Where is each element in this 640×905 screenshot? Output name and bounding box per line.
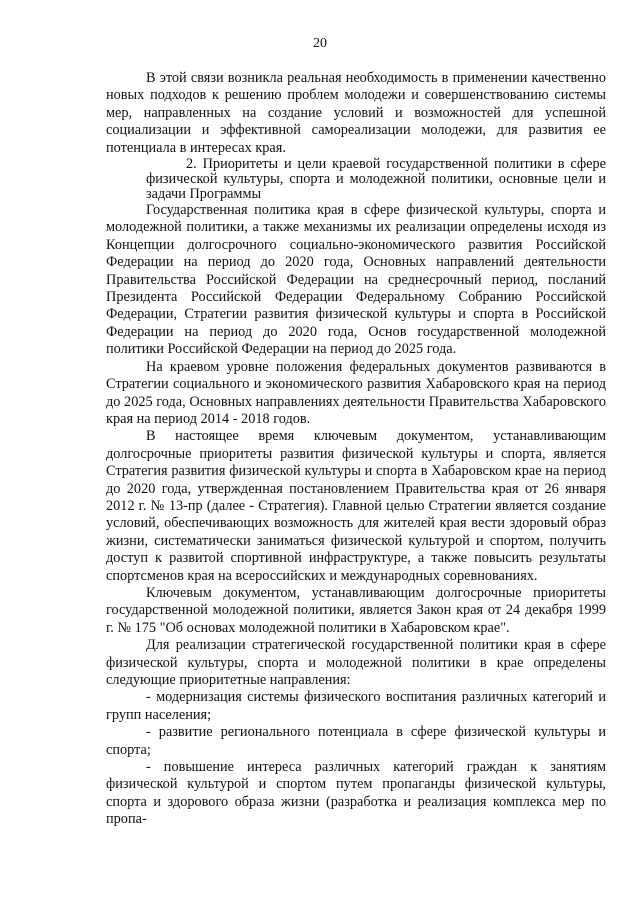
section-title: Приоритеты и цели краевой государственной политики в сфере физической культуры, спорта и молодежной политики, основные цели и задачи Программы [146, 156, 607, 203]
paragraph: На краевом уровне положения федеральных документов развиваются в Стратегии социального и экономического развития Хабаровского края на период до 2025 года, Основных направлениях деятельности Правительства Хабаровского края на период 2014 - 2018 годов. [106, 358, 606, 427]
paragraph: Ключевым документом, устанавливающим долгосрочные приоритеты государственной молодежной политики, является Закон края от 24 декабря 1999 г. № 175 "Об основах молодежной политики в Хабаровском крае". [106, 584, 606, 636]
section-number: 2. [186, 156, 197, 173]
paragraph: Государственная политика края в сфере физической культуры, спорта и молодежной политики, а также механизмы их реализации определены исходя из Концепции долгосрочного социально-экономического развития Российской Федерации на период до 2020 года, Основных направлений деятельности Правительства Российской Федерации на среднесрочный период, посланий Президента Российской Федерации Федеральному Собранию Российской Федерации, Стратегии развития физической культуры и спорта в Российской Федерации на период до 2020 года, Основ государственной молодежной политики Российской Федерации на период до 2025 года. [106, 202, 606, 358]
paragraph: Для реализации стратегической государственной политики края в сфере физической культуры, спорта и молодежной политики в крае определены следующие приоритетные направления: [106, 637, 606, 688]
list-item: - повышение интереса различных категорий граждан к занятиям физической культурой и спортом путем пропаганды физической культуры, спорта и здорового образа жизни (разработка и реализация комплекса мер по пропа- [106, 759, 606, 828]
list-item: - развитие регионального потенциала в сфере физической культуры и спорта; [106, 724, 606, 758]
page-number: 20 [313, 36, 327, 51]
paragraph: В настоящее время ключевым документом, устанавливающим долгосрочные приоритеты развития физической культуры и спорта, является Стратегия развития физической культуры и спорта в Хабаровском крае на период до 2020 года, утвержденная постановлением Правительства края от 26 января 2012 г. № 13-пр (далее - Стратегия). Главной целью Стратегии является создание условий, обеспечивающих возможность для жителей края вести здоровый образ жизни, систематически заниматься физической культурой и спортом, получить доступ к развитой спортивной инфраструктуре, а также повысить результаты спортсменов края на всероссийских и международных соревнованиях. [106, 428, 606, 584]
section-heading [106, 157, 606, 202]
paragraph: В этой связи возникла реальная необходимость в применении качественно новых подходов к решению проблем молодежи и совершенствованию системы мер, направленных на создание условий и возможностей для успешной социализации и эффективной самореализации молодежи, для развития ее потенциала в интересах края. [106, 70, 606, 156]
document-body [106, 70, 606, 829]
list-item: - модернизация системы физического воспитания различных категорий и групп населения; [106, 689, 606, 723]
